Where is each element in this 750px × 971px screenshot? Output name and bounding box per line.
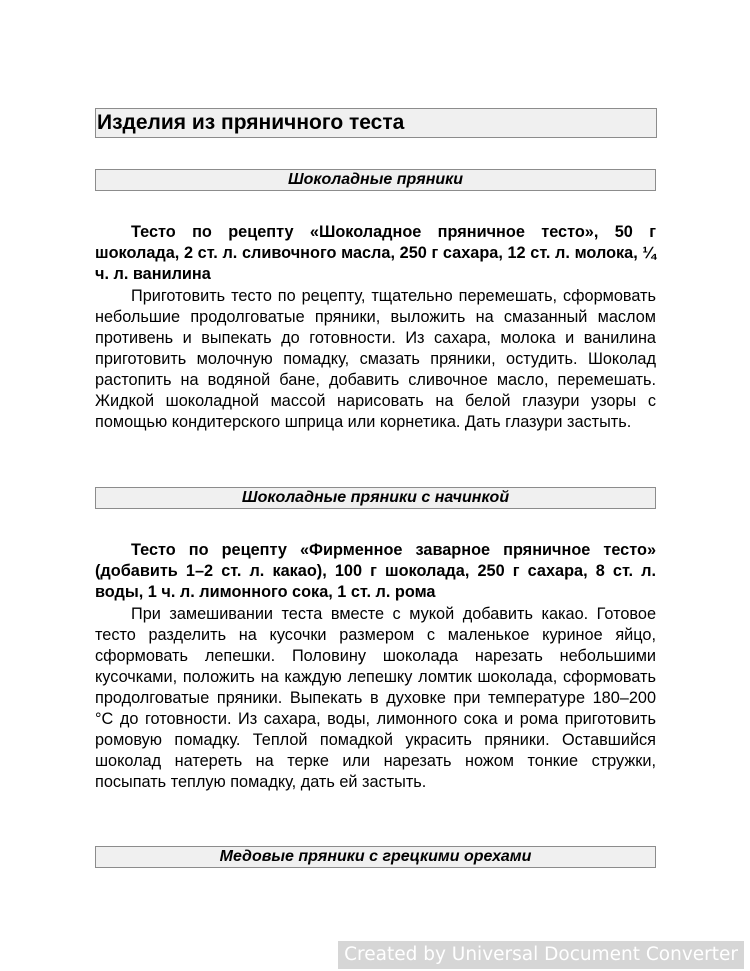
recipe-ingredients-2: Тесто по рецепту «Фирменное заварное пряничное тесто» (добавить 1–2 ст. л. какао), 100 г шоколада, 250 г сахара, 8 ст. л. воды, 1 ч. л. лимонного сока, 1 ст. л. рома: [95, 541, 656, 601]
recipe-method-2: При замешивании теста вместе с мукой добавить какао. Готовое тесто разделить на кусочки размером с маленькое куриное яйцо, сформовать лепешки. Половину шоколада нарезать небольшими кусочками, положить на каждую лепешку ломтик шоколада, сформовать продолговатые пряники. Выпекать в духовке при температуре 180–200 °C до готовности. Из сахара, воды, лимонного сока и рома приготовить ромовую помадку. Теплой помадкой украсить пряники. Оставшийся шоколад натереть на терке или нарезать ножом тонкие стружки, посыпать теплую помадку, дать ей застыть.: [95, 605, 656, 791]
watermark-banner: Created by Universal Document Converter: [338, 941, 744, 969]
section-title-chocolate-gingerbread: Шоколадные пряники: [95, 169, 656, 191]
chapter-title: Изделия из пряничного теста: [95, 108, 657, 138]
section-title-honey-gingerbread-walnuts: Медовые пряники с грецкими орехами: [95, 846, 656, 868]
recipe-ingredients-1: Тесто по рецепту «Шоколадное пряничное тесто», 50 г шоколада, 2 ст. л. сливочного масла, 250 г сахара, 12 ст. л. молока, ¼ ч. л. ванилина: [95, 223, 656, 283]
section-title-filled-chocolate-gingerbread: Шоколадные пряники с начинкой: [95, 487, 656, 509]
recipe-method-1: Приготовить тесто по рецепту, тщательно перемешать, сформовать небольшие продолговатые пряники, выложить на смазанный маслом противень и выпекать до готовности. Из сахара, молока и ванилина приготовить молочную помадку, смазать пряники, остудить. Шоколад растопить на водяной бане, добавить сливочное масло, перемешать. Жидкой шоколадной массой нарисовать на белой глазури узоры с помощью кондитерского шприца или корнетика. Дать глазури застыть.: [95, 287, 656, 431]
